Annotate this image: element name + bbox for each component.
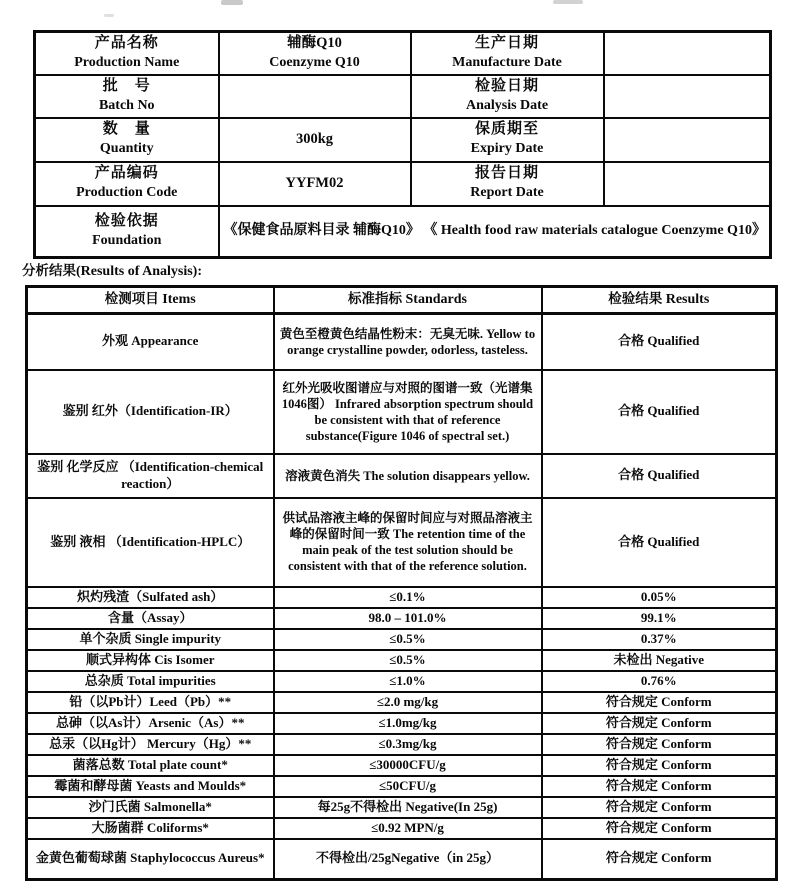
result-cell: 符合规定 Conform: [542, 755, 777, 776]
results-header-en: Results: [665, 292, 710, 308]
item-cell: 大肠菌群 Coliforms*: [27, 818, 274, 839]
label-en: Analysis Date: [465, 97, 549, 113]
item-cell: 沙门氏菌 Salmonella*: [27, 797, 274, 818]
heading-en: (Results of Analysis):: [76, 264, 203, 279]
info-label-cell: [35, 206, 219, 258]
standard-cell: ≤0.5%: [274, 629, 542, 650]
standard-cell: ≤0.3mg/kg: [274, 734, 542, 755]
analysis-row-identification-ir: [27, 370, 777, 454]
result-cell: 合格 Qualified: [542, 370, 777, 454]
analysis-row-total-impurities: [27, 671, 777, 692]
item-cell: 炽灼残渣（Sulfated ash）: [27, 587, 274, 608]
product-info-table: [33, 30, 772, 259]
value-line1: YYFM02: [285, 174, 344, 191]
standard-cell: 供试品溶液主峰的保留时间应与对照品溶液主峰的保留时间一致 The retention time of the main peak of the test solution should be consistent with that of the reference solution.: [274, 498, 542, 587]
items-header-zh: 检测项目: [104, 291, 159, 308]
result-cell: 符合规定 Conform: [542, 734, 777, 755]
analysis-row-single-impurity: [27, 629, 777, 650]
info-row-production-code: [35, 162, 771, 206]
item-cell: 总杂质 Total impurities: [27, 671, 274, 692]
analysis-row-assay: [27, 608, 777, 629]
result-cell: 0.37%: [542, 629, 777, 650]
standards-header-zh: 标准指标: [348, 291, 403, 308]
standard-cell: 98.0 – 101.0%: [274, 608, 542, 629]
analysis-row-staphylococcus-aureus: [27, 839, 777, 880]
label-en: Production Code: [76, 185, 178, 201]
analysis-row-cis-isomer: [27, 650, 777, 671]
analysis-row-coliforms: [27, 818, 777, 839]
info-value-cell-empty: [604, 32, 771, 75]
result-cell: 符合规定 Conform: [542, 818, 777, 839]
analysis-row-mercury: [27, 734, 777, 755]
standard-cell: ≤0.5%: [274, 650, 542, 671]
item-cell: 顺式异构体 Cis Isomer: [27, 650, 274, 671]
analysis-row-lead: [27, 692, 777, 713]
info-value-cell-empty: [604, 162, 771, 206]
result-cell: 0.76%: [542, 671, 777, 692]
label-en: Production Name: [74, 54, 180, 70]
value-line2: Coenzyme Q10: [269, 54, 360, 70]
result-cell: 合格 Qualified: [542, 314, 777, 370]
info-label-cell: [411, 118, 604, 162]
info-row-foundation: [35, 206, 771, 258]
scan-artifact: [221, 0, 243, 5]
analysis-row-salmonella: [27, 797, 777, 818]
standard-cell: 黄色至橙黄色结晶性粉末：无臭无味. Yellow to orange crystalline powder, odorless, tasteless.: [274, 314, 542, 370]
label-en: Report Date: [470, 185, 544, 201]
results-header-cell: [542, 287, 777, 314]
result-cell: 符合规定 Conform: [542, 776, 777, 797]
analysis-heading: [22, 259, 202, 280]
label-zh: 检验日期: [474, 77, 539, 94]
standard-cell: 溶液黄色消失 The solution disappears yellow.: [274, 454, 542, 498]
info-value-cell-empty: [219, 75, 411, 118]
analysis-row-appearance: [27, 314, 777, 370]
item-cell: 金黄色葡萄球菌 Staphylococcus Aureus*: [27, 839, 274, 880]
standard-cell: ≤30000CFU/g: [274, 755, 542, 776]
item-cell: 含量（Assay）: [27, 608, 274, 629]
label-zh: 检验依据: [94, 213, 159, 230]
analysis-row-yeasts-moulds: [27, 776, 777, 797]
foundation-value-cell: 《保健食品原料目录 辅酶Q10》 《 Health food raw materials catalogue Coenzyme Q10》: [219, 206, 771, 258]
info-label-cell: [411, 162, 604, 206]
standards-header-en: Standards: [405, 292, 467, 308]
value-line1: 辅酶Q10: [287, 35, 342, 52]
item-cell: 鉴别 液相 （Identification-HPLC）: [27, 498, 274, 587]
item-cell: 单个杂质 Single impurity: [27, 629, 274, 650]
items-header-cell: [27, 287, 274, 314]
label-zh: 保质期至: [474, 121, 539, 138]
analysis-table: [25, 285, 778, 881]
result-cell: 未检出 Negative: [542, 650, 777, 671]
standard-cell: 红外光吸收图谱应与对照的图谱一致（光谱集1046图） Infrared absorption spectrum should be consistent with that of reference substance(Figure 1046 of spectral set.): [274, 370, 542, 454]
item-cell: 鉴别 化学反应 （Identification-chemical reaction）: [27, 454, 274, 498]
label-zh: 数 量: [102, 121, 151, 138]
label-zh: 生产日期: [474, 35, 539, 52]
result-cell: 符合规定 Conform: [542, 839, 777, 880]
analysis-row-total-plate-count: [27, 755, 777, 776]
analysis-header-row: [27, 287, 777, 314]
info-row-batch-no: [35, 75, 771, 118]
info-row-product-name: [35, 32, 771, 75]
result-cell: 符合规定 Conform: [542, 713, 777, 734]
item-cell: 总汞（以Hg计） Mercury（Hg）**: [27, 734, 274, 755]
items-header-en: Items: [162, 292, 196, 308]
label-en: Expiry Date: [470, 141, 544, 157]
standard-cell: ≤50CFU/g: [274, 776, 542, 797]
info-label-cell: [411, 75, 604, 118]
label-zh: 产品名称: [94, 35, 159, 52]
item-cell: 总砷（以As计）Arsenic（As）**: [27, 713, 274, 734]
analysis-row-sulfated-ash: [27, 587, 777, 608]
standards-header-cell: [274, 287, 542, 314]
standard-cell: ≤1.0mg/kg: [274, 713, 542, 734]
result-cell: 符合规定 Conform: [542, 797, 777, 818]
standard-cell: 不得检出/25gNegative（in 25g）: [274, 839, 542, 880]
item-cell: 鉴别 红外（Identification-IR）: [27, 370, 274, 454]
result-cell: 99.1%: [542, 608, 777, 629]
standard-cell: ≤1.0%: [274, 671, 542, 692]
info-label-cell: [35, 75, 219, 118]
standard-cell: ≤0.92 MPN/g: [274, 818, 542, 839]
analysis-row-arsenic: [27, 713, 777, 734]
item-cell: 外观 Appearance: [27, 314, 274, 370]
info-label-cell: [35, 118, 219, 162]
info-value-cell-empty: [604, 75, 771, 118]
scan-artifact: [553, 0, 583, 4]
label-en: Foundation: [92, 232, 162, 248]
info-value-cell: [219, 118, 411, 162]
standard-cell: 每25g不得检出 Negative(In 25g): [274, 797, 542, 818]
label-zh: 批 号: [102, 77, 151, 94]
heading-zh: 分析结果: [22, 263, 76, 279]
info-label-cell: [411, 32, 604, 75]
label-en: Batch No: [98, 97, 155, 113]
item-cell: 菌落总数 Total plate count*: [27, 755, 274, 776]
info-label-cell: [35, 162, 219, 206]
scan-artifact: [104, 14, 114, 17]
label-en: Quantity: [99, 141, 154, 157]
standard-cell: ≤2.0 mg/kg: [274, 692, 542, 713]
label-zh: 产品编码: [94, 165, 159, 182]
label-en: Manufacture Date: [452, 54, 562, 70]
result-cell: 符合规定 Conform: [542, 692, 777, 713]
results-header-zh: 检验结果: [608, 291, 663, 308]
value-line1: 300kg: [295, 130, 334, 147]
label-zh: 报告日期: [474, 165, 539, 182]
info-value-cell-empty: [604, 118, 771, 162]
result-cell: 合格 Qualified: [542, 498, 777, 587]
item-cell: 霉菌和酵母菌 Yeasts and Moulds*: [27, 776, 274, 797]
analysis-row-identification-chemical: [27, 454, 777, 498]
analysis-row-identification-hplc: [27, 498, 777, 587]
info-row-quantity: [35, 118, 771, 162]
result-cell: 合格 Qualified: [542, 454, 777, 498]
result-cell: 0.05%: [542, 587, 777, 608]
info-value-cell: [219, 32, 411, 75]
info-value-cell: [219, 162, 411, 206]
info-label-cell: [35, 32, 219, 75]
standard-cell: ≤0.1%: [274, 587, 542, 608]
item-cell: 铅（以Pb计）Leed（Pb）**: [27, 692, 274, 713]
